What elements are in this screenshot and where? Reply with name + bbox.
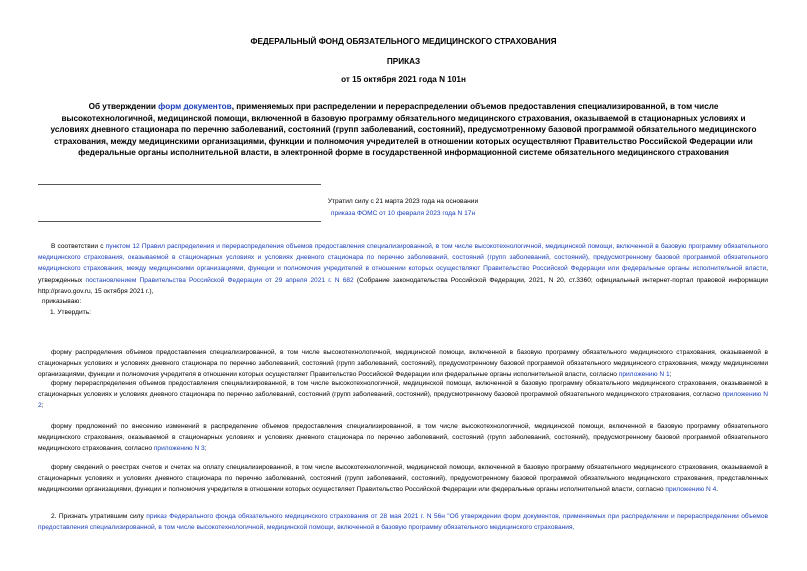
form-item-text: форму распределения объемов предоставления специализированной, в том числе высокотехнологичной, медицинской помощи, включенной в базовую программу обязательного медицинского страхования, оказываемой в стационарных условиях и условиях дневного стационара по перечню заболеваний, состояний (групп заболеваний, состояний), предусмотренному базовой программой обязательного медицинского страхования, между медицинскими организациями, функции и полномочия учредителя в отношении которых осуществляет Правительство Российской Федерации или федеральные органы исполнительной власти, согласно xyxy=(38,349,768,379)
status-note-link[interactable]: приказа ФОМС от 10 февраля 2023 года N 17н xyxy=(330,209,476,217)
appendix-2-link[interactable]: приложению N 2 xyxy=(38,391,768,410)
preamble-text-2: , утвержденных xyxy=(38,265,768,284)
form-item-tail: ; xyxy=(669,371,672,379)
title-text-after: , применяемых при распределении и перераспределении объемов предоставления специализированной, в том числе высокотехнологичной, медицинской помощи, включенной в базовую программу обязательного медицинского страхования, оказываемой в стационарных условиях и условиях дневного стационара по перечню заболеваний, состояний (групп заболеваний, состояний), предусмотренному базовой программой обязательного медицинского страхования, между медицинскими организациями, функции и полномочия учредителей в отношении которых осуществляют Правительство Российской Федерации или федеральные органы исполнительной власти, в электронной форме в государственной информационной системе обязательного медицинского страхования xyxy=(50,102,757,158)
government-decree-link[interactable]: постановлением Правительства Российской Федерации от 29 апреля 2021 г. N 682 xyxy=(85,276,354,284)
repealed-order-link[interactable]: приказ Федерального фонда обязательного медицинского страхования от 28 мая 2021 г. N 56н "Об утверждении форм документов, применяемых при распределении и перераспределении объемов предоставления специализированной, в том числе высокотехнологичной, медицинской помощи, включенной в базовую программу обязательного медицинского страхования, xyxy=(38,513,768,532)
document-title xyxy=(50,101,757,159)
status-note xyxy=(300,196,506,220)
appendix-3-link[interactable]: приложению N 3 xyxy=(153,445,205,453)
void-clause-paragraph xyxy=(38,511,768,533)
divider-top xyxy=(38,184,321,185)
preamble-text-1: В соответствии с xyxy=(51,243,106,250)
title-text-before: Об утверждении xyxy=(88,102,159,111)
form-item-tail: ; xyxy=(41,402,44,410)
form-item-text: форму предложений по внесению изменений в распределение объемов предоставления специализированной, в том числе высокотехнологичной, медицинской помощи, включенной в базовую программу обязательного медицинского страхования, оказываемой в стационарных условиях и условиях дневного стационара по перечню заболеваний, состояний (групп заболеваний, состояний), предусмотренному базовой программой обязательного медицинского страхования, согласно xyxy=(38,423,768,453)
organization-name: ФЕДЕРАЛЬНЫЙ ФОНД ОБЯЗАТЕЛЬНОГО МЕДИЦИНСКОГО СТРАХОВАНИЯ xyxy=(250,37,557,46)
form-item xyxy=(38,421,768,455)
approve-line: 1. Утвердить: xyxy=(50,309,91,316)
preamble-text-3: (Собрание законодательства Российской Федерации, 2021, N 20, ст.3360; официальный интернет-портал правовой информации http://pravo.gov.ru, 15 октября 2021 г.), xyxy=(38,276,768,295)
divider-bottom xyxy=(38,221,321,222)
preamble-paragraph xyxy=(38,241,768,297)
orders-line: приказываю: xyxy=(42,298,82,305)
form-item xyxy=(38,347,768,381)
status-note-text: Утратил силу с 21 марта 2023 года на основании xyxy=(327,198,479,205)
void-clause-text: 2. Признать утратившим силу xyxy=(51,513,147,520)
appendix-1-link[interactable]: приложению N 1 xyxy=(618,371,670,379)
title-forms-link[interactable]: форм документов xyxy=(158,102,232,111)
form-item-text: форму сведений о реестрах счетов и счетах на оплату специализированной, в том числе высокотехнологичной, медицинской помощи, включенной в базовую программу обязательного медицинского страхования, оказываемой в стационарных условиях и условиях дневного стационара по перечню заболеваний, состояний (групп заболеваний, состояний), предусмотренному базовой программой обязательного медицинского страхования, представленных медицинскими организациями, функции и полномочия учредителя в отношении которых осуществляет Правительство Российской Федерации или федеральные органы исполнительной власти, согласно xyxy=(38,464,768,494)
document-number-date: от 15 октября 2021 года N 101н xyxy=(341,75,466,84)
form-item xyxy=(38,378,768,412)
form-item-tail: ; xyxy=(204,445,207,453)
form-item-text: форму перераспределения объемов предоставления специализированной, в том числе высокотехнологичной, медицинской помощи, включенной в базовую программу обязательного медицинского страхования, оказываемой в стационарных условиях и условиях дневного стационара по перечню заболеваний, состояний (групп заболеваний, состояний), предусмотренному базовой программой обязательного медицинского страхования, согласно xyxy=(38,380,768,399)
form-item xyxy=(38,462,768,496)
appendix-4-link[interactable]: приложению N 4 xyxy=(665,486,717,494)
rules-point-12-link[interactable]: пунктом 12 Правил распределения и перераспределения объемов предоставления специализированной, в том числе высокотехнологичной, медицинской помощи, включенной в базовую программу обязательного медицинского страхования, оказываемой в стационарных условиях и условиях дневного стационара по перечню заболеваний, состояний (групп заболеваний, состояний), предусмотренному базовой программой обязательного медицинского страхования, между медицинскими организациями, функции и полномочия учредителей в отношении которых осуществляют Правительство Российской Федерации или федеральные органы исполнительной власти xyxy=(38,243,768,273)
document-type: ПРИКАЗ xyxy=(386,57,421,66)
form-item-tail: . xyxy=(716,486,719,494)
